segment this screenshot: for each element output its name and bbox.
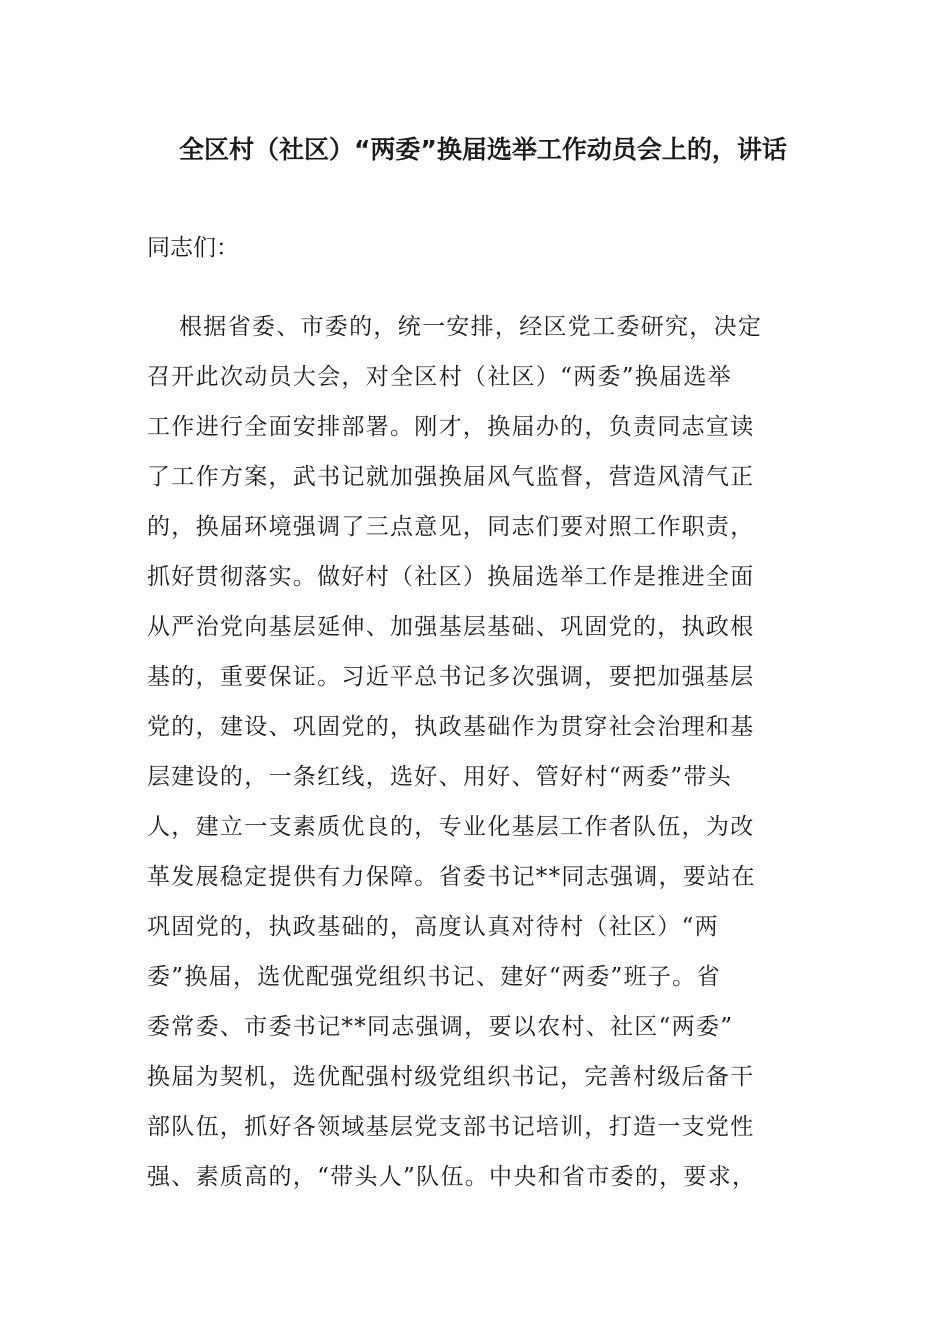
body-line: 换届为契机，选优配强村级党组织书记，完善村级后备干 xyxy=(147,1064,755,1090)
body-line: 层建设的，一条红线，选好、用好、管好村“两委”带头 xyxy=(147,764,733,790)
salutation: 同志们： xyxy=(147,235,239,261)
body-line: 从严治党向基层延伸、加强基层基础、巩固党的，执政根 xyxy=(147,614,755,640)
body-line: 党的，建设、巩固党的，执政基础作为贯穿社会治理和基 xyxy=(147,714,755,740)
body-line: 根据省委、市委的，统一安排，经区党工委研究，决定 xyxy=(179,314,763,340)
body-line: 巩固党的，执政基础的，高度认真对待村（社区）“两 xyxy=(147,914,719,940)
body-line: 抓好贯彻落实。做好村（社区）换届选举工作是推进全面 xyxy=(147,564,755,590)
body-paragraph xyxy=(147,305,807,1205)
body-line: 委常委、市委书记**同志强调，要以农村、社区“两委” xyxy=(147,1014,734,1040)
body-line: 强、素质高的，“带头人”队伍。中央和省市委的，要求， xyxy=(147,1164,757,1190)
body-line: 人，建立一支素质优良的，专业化基层工作者队伍，为改 xyxy=(147,814,755,840)
document-title: 全区村（社区）“两委”换届选举工作动员会上的，讲话 xyxy=(179,135,787,164)
body-line: 部队伍，抓好各领域基层党支部书记培训，打造一支党性 xyxy=(147,1114,755,1140)
body-line: 召开此次动员大会，对全区村（社区）“两委”换届选举 xyxy=(147,364,733,390)
body-line: 基的，重要保证。习近平总书记多次强调，要把加强基层 xyxy=(147,664,755,690)
body-line: 了工作方案，武书记就加强换届风气监督，营造风清气正 xyxy=(147,464,755,490)
body-line: 工作进行全面安排部署。刚才，换届办的，负责同志宣读 xyxy=(147,414,755,440)
body-line: 委”换届，选优配强党组织书记、建好“两委”班子。省 xyxy=(147,964,721,990)
body-line: 的，换届环境强调了三点意见，同志们要对照工作职责， xyxy=(147,514,755,540)
body-line: 革发展稳定提供有力保障。省委书记**同志强调，要站在 xyxy=(147,864,756,890)
